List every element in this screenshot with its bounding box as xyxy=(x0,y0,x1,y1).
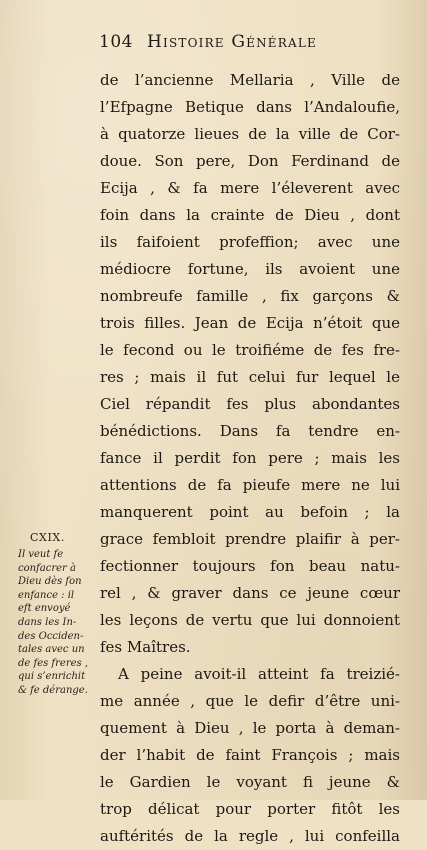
marginal-note-number: CXIX. xyxy=(30,531,65,544)
text-line: grace fembloit prendre plaifir à per- xyxy=(100,530,400,548)
marginal-note xyxy=(18,530,98,698)
text-line: médiocre fortune, ils avoient une xyxy=(100,260,400,278)
running-head xyxy=(99,29,399,55)
text-line: manquerent point au befoin ; la xyxy=(100,503,400,521)
text-line: doue. Son pere, Don Ferdinand de xyxy=(100,152,400,170)
text-line: rel , & graver dans ce jeune cœur xyxy=(100,584,400,602)
paragraph-last-line: fes Maîtres. xyxy=(100,638,191,656)
text-line: bénédictions. Dans fa tendre en- xyxy=(100,422,400,440)
marginal-note-line: confacrer à xyxy=(18,562,76,574)
text-line: de l’ancienne Mellaria , Ville de xyxy=(100,71,400,89)
text-line: à quatorze lieues de la ville de Cor- xyxy=(100,125,400,143)
text-line: auftérités de la regle , lui confeilla xyxy=(100,827,400,845)
text-line: l’Efpagne Betique dans l’Andaloufie, xyxy=(100,98,400,116)
text-line: les leçons de vertu que lui donnoient xyxy=(100,611,400,629)
text-line: le fecond ou le troifiéme de fes fre- xyxy=(100,341,400,359)
marginal-note-line: & fe dérange. xyxy=(18,684,88,696)
text-line: trop délicat pour porter fitôt les xyxy=(100,800,400,818)
marginal-note-line: enfance : il xyxy=(18,589,75,601)
running-title: Histoire Générale xyxy=(147,32,317,52)
text-line: le Gardien le voyant fi jeune & xyxy=(100,773,400,791)
marginal-note-line: de fes freres , xyxy=(18,657,89,669)
body-text xyxy=(100,67,400,850)
text-line: attentions de fa pieufe mere ne lui xyxy=(100,476,400,494)
text-line: der l’habit de faint François ; mais xyxy=(100,746,400,764)
marginal-note-line: qui s’enrichit xyxy=(18,671,86,683)
text-line: nombreufe famille , fix garçons & xyxy=(100,287,400,305)
marginal-note-line: Dieu dès fon xyxy=(18,576,82,588)
paragraph-first-line: A peine avoit-il atteint fa treizié- xyxy=(118,665,400,683)
text-line: fance il perdit fon pere ; mais les xyxy=(100,449,400,467)
text-line: ils faifoient profeffion; avec une xyxy=(100,233,400,251)
text-line: foin dans la crainte de Dieu , dont xyxy=(100,206,400,224)
text-line: trois filles. Jean de Ecija n’étoit que xyxy=(100,314,400,332)
marginal-note-line: des Occiden- xyxy=(18,630,84,642)
text-line: quement à Dieu , le porta à deman- xyxy=(100,719,400,737)
text-line: res ; mais il fut celui fur lequel le xyxy=(100,368,400,386)
marginal-note-line: eft envoyé xyxy=(18,603,71,615)
text-line: fectionner toujours fon beau natu- xyxy=(100,557,400,575)
marginal-note-line: Il veut fe xyxy=(18,549,64,560)
text-line: me année , que le defir d’être uni- xyxy=(100,692,400,710)
text-line: Ciel répandit fes plus abondantes xyxy=(100,395,400,413)
page-number: 104 xyxy=(99,32,133,52)
marginal-note-line: dans les In- xyxy=(18,616,77,628)
marginal-note-line: tales avec un xyxy=(18,644,85,656)
text-line: Ecija , & fa mere l’éleverent avec xyxy=(100,179,400,197)
